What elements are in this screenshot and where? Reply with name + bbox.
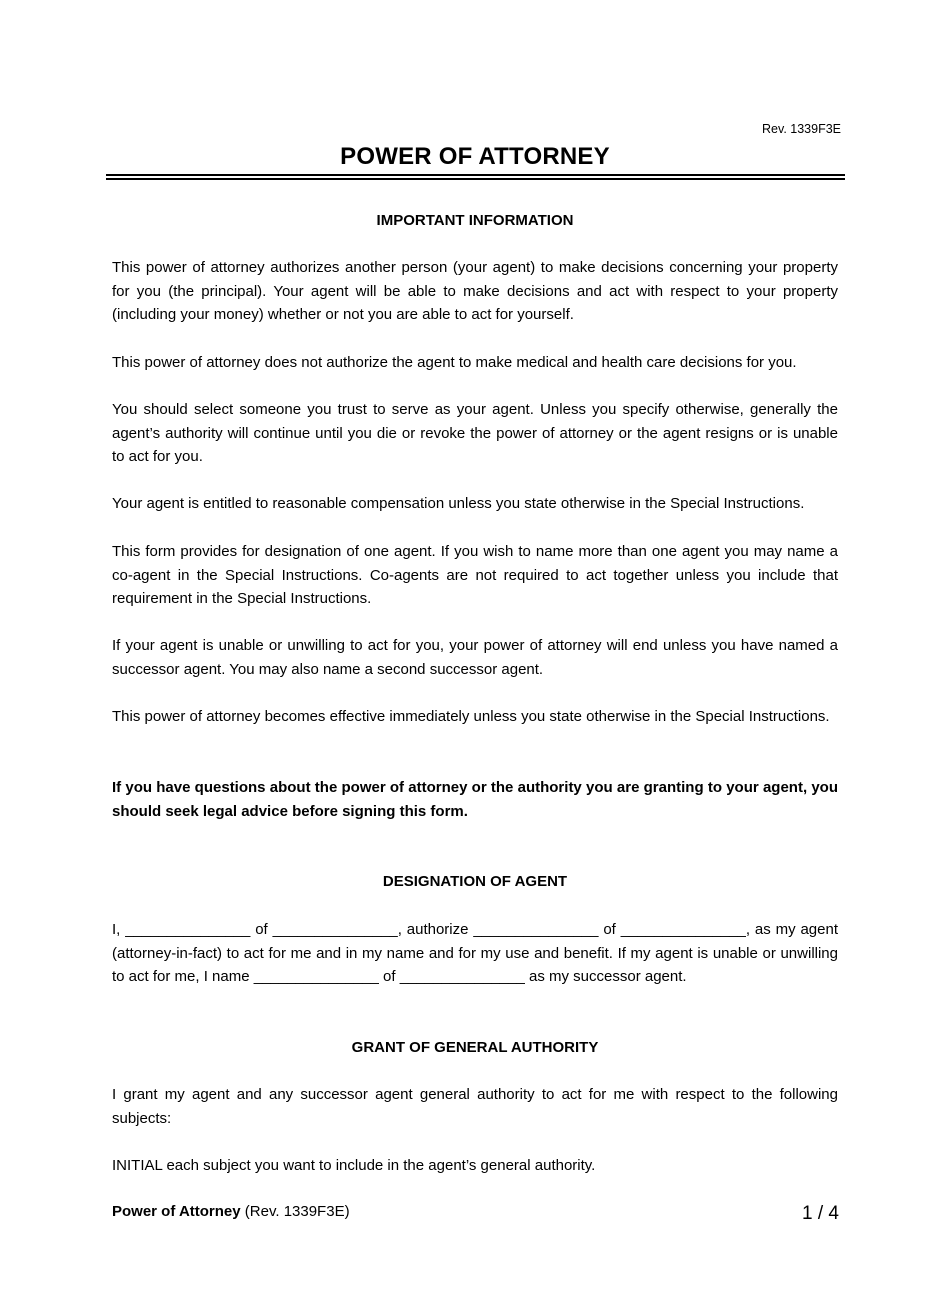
important-paragraph-2	[112, 351, 838, 375]
important-paragraph-4	[112, 492, 838, 516]
paragraph-text: You should select someone you trust to serve as your agent. Unless you specify otherwise, generally the agent’s authority will continue until you die or revoke the power of attorney or the agent resigns or is unable to act for you.	[112, 401, 838, 465]
legal-advice-notice	[112, 776, 838, 823]
footer-document-name: Power of Attorney	[112, 1203, 241, 1220]
document-title: POWER OF ATTORNEY	[340, 143, 610, 170]
title-divider-top	[106, 174, 845, 176]
paragraph-text: This power of attorney authorizes another person (your agent) to make decisions concerning your property for you (the principal). Your agent will be able to make decisions and act with respect to your property (including your money) whether or not you are able to act for yourself.	[112, 259, 838, 323]
designation-paragraph	[112, 918, 838, 989]
paragraph-text: If your agent is unable or unwilling to act for you, your power of attorney will end unless you have named a successor agent. You may also name a second successor agent.	[112, 637, 838, 678]
section-heading: IMPORTANT INFORMATION	[376, 212, 574, 229]
paragraph-text: I, _______________ of _______________, authorize _______________ of _______________, as my agent (attorney-in-fact) to act for me and in my name and for my use and benefit. If my agent is unable or unwilling to act for me, I name _______________ of _______________ as my successor agent.	[112, 921, 838, 985]
paragraph-text: INITIAL each subject you want to include in the agent’s general authority.	[112, 1157, 596, 1174]
revision-label: Rev. 1339F3E	[762, 122, 841, 136]
grant-paragraph	[112, 1083, 838, 1130]
title-divider-bottom	[106, 178, 845, 180]
section-heading: DESIGNATION OF AGENT	[382, 873, 568, 890]
paragraph-text: This power of attorney becomes effective immediately unless you state otherwise in the Special Instructions.	[112, 708, 830, 725]
section-heading: GRANT OF GENERAL AUTHORITY	[351, 1039, 599, 1056]
footer-document-info	[112, 1203, 350, 1220]
paragraph-text: This power of attorney does not authorize the agent to make medical and health care decisions for you.	[112, 354, 797, 371]
bold-notice-text: If you have questions about the power of attorney or the authority you are granting to your agent, you should seek legal advice before signing this form.	[112, 779, 838, 820]
paragraph-text: Your agent is entitled to reasonable compensation unless you state otherwise in the Special Instructions.	[112, 495, 805, 512]
paragraph-text: I grant my agent and any successor agent general authority to act for me with respect to the following subjects:	[112, 1086, 838, 1127]
important-information-heading	[112, 209, 838, 233]
footer-revision: (Rev. 1339F3E)	[244, 1203, 350, 1220]
grant-heading	[112, 1036, 838, 1060]
important-paragraph-7	[112, 705, 838, 729]
designation-heading	[112, 870, 838, 894]
important-paragraph-5	[112, 540, 838, 611]
important-paragraph-1	[112, 256, 838, 327]
important-paragraph-6	[112, 634, 838, 681]
grant-instruction	[112, 1154, 838, 1178]
paragraph-text: This form provides for designation of one agent. If you wish to name more than one agent you may name a co-agent in the Special Instructions. Co-agents are not required to act together unless you include that requirement in the Special Instructions.	[112, 543, 838, 607]
important-paragraph-3	[112, 398, 838, 469]
page-number: 1 / 4	[802, 1203, 839, 1224]
